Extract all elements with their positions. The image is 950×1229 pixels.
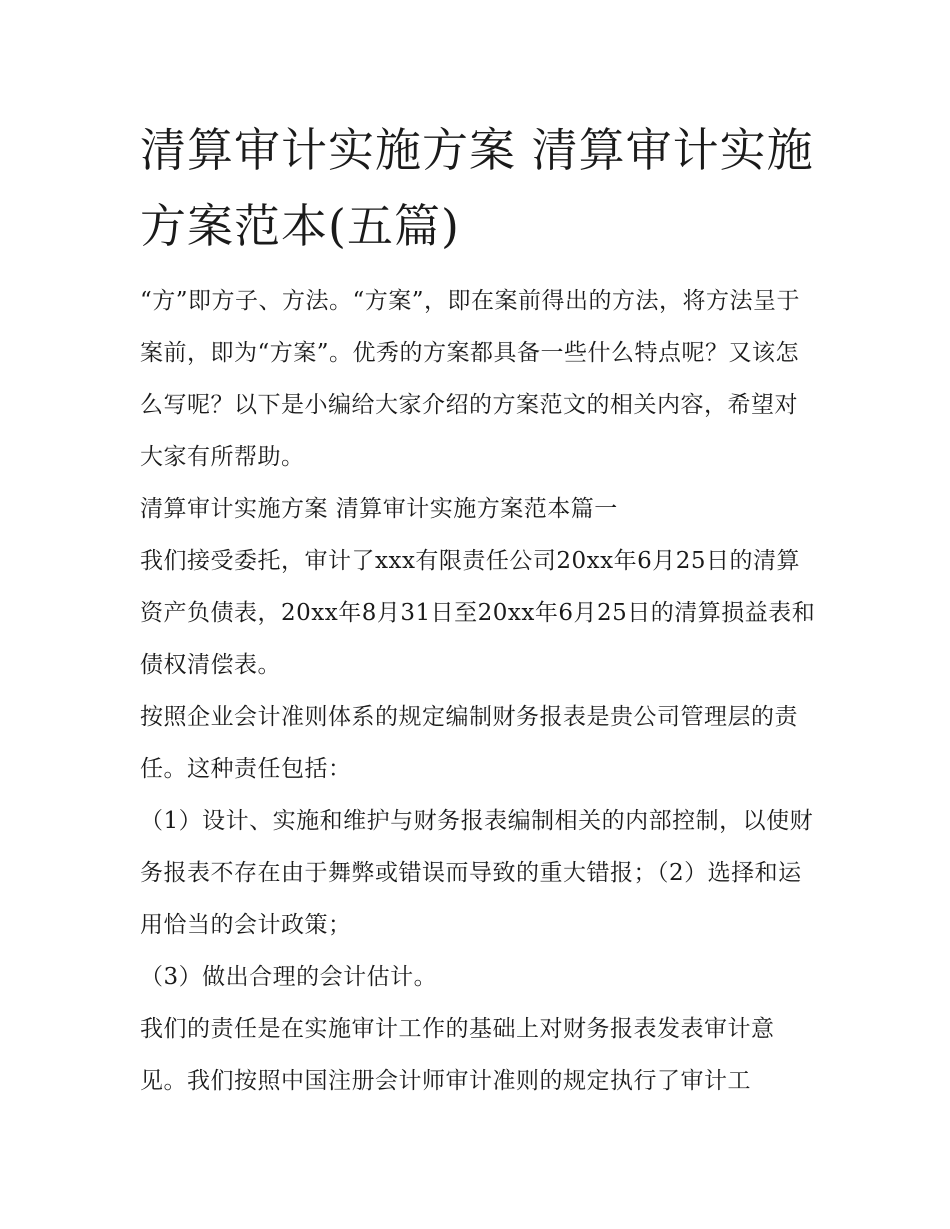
paragraph: 按照企业会计准则体系的规定编制财务报表是贵公司管理层的责任。这种责任包括： (140, 704, 798, 782)
paragraph-intro: “方”即方子、方法。“方案”，即在案前得出的方法，将方法呈于案前，即为“方案”。优秀的方案都具备一些什么特点呢？又该怎么写呢？以下是小编给大家介绍的方案范文的相关内容，希望对大家有所帮助。 (140, 288, 801, 470)
document-body (140, 275, 820, 1107)
section-heading: 清算审计实施方案 清算审计实施方案范本篇一 (140, 496, 618, 522)
paragraph: 我们接受委托，审计了xxx有限责任公司20xx年6月25日的清算资产负债表，20xx年8月31日至20xx年6月25日的清算损益表和债权清偿表。 (140, 548, 816, 678)
document-title: 清算审计实施方案 清算审计实施方案范本(五篇) (140, 123, 814, 253)
paragraph: 我们的责任是在实施审计工作的基础上对财务报表发表审计意见。我们按照中国注册会计师审计准则的规定执行了审计工 (140, 1016, 775, 1094)
paragraph: （1）设计、实施和维护与财务报表编制相关的内部控制，以使财务报表不存在由于舞弊或错误而导致的重大错报；（2）选择和运用恰当的会计政策； (140, 808, 814, 938)
paragraph: （3）做出合理的会计估计。 (140, 964, 438, 990)
